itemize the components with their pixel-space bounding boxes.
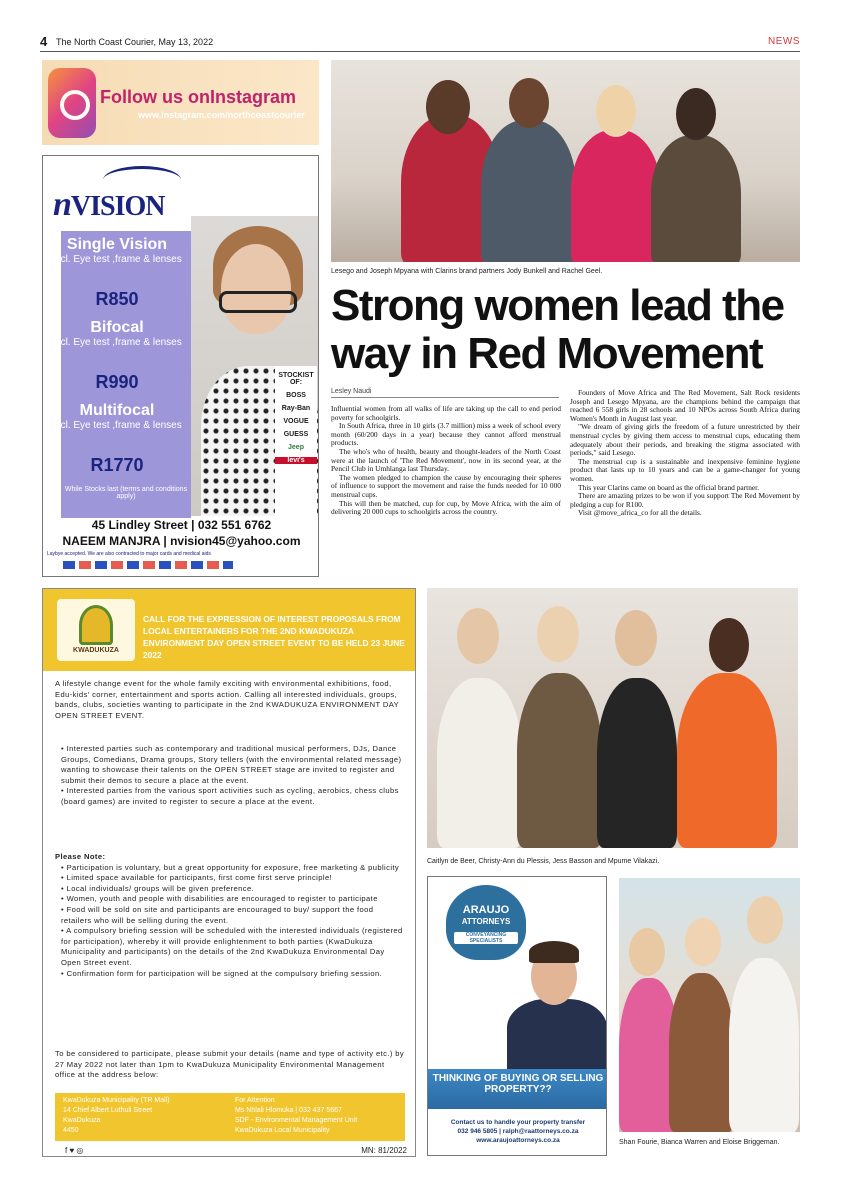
- araujo-contact-details[interactable]: 032 946 5805 | ralph@raattorneys.co.za: [457, 1128, 579, 1135]
- plan-name: Single Vision: [66, 236, 168, 253]
- plan-includes: Incl. Eye test ,frame & lenses: [52, 420, 182, 431]
- notes-heading: Please Note:: [55, 852, 106, 861]
- person-figure: [437, 678, 522, 848]
- kwadukuza-ad[interactable]: [42, 588, 416, 1157]
- nvision-address: 45 Lindley Street | 032 551 6762: [91, 518, 272, 532]
- plan-price: R850: [95, 289, 139, 309]
- instagram-ad-title: Follow us onInstagram: [100, 87, 297, 107]
- plan-multifocal: [43, 402, 191, 432]
- paragraph: Founders of Move Africa and The Red Movement, Salt Rock residents Joseph and Lesego Mpyana, are the champions behind the campaign that reached 6 558 girls in 28 schools and 10 NPOs across South Africa during Women's Month in August last year.: [570, 388, 800, 423]
- instagram-ad[interactable]: [42, 60, 319, 145]
- plan-bifocal: [43, 319, 191, 349]
- masthead: The North Coast Courier, May 13, 2022: [56, 37, 214, 47]
- paragraph: The who's who of health, beauty and thought-leaders of the North Coast were at the launch of 'The Red Movement', now in its second year, at the Pencil Club in Umhlanga last Thursday.: [331, 446, 561, 474]
- photo-four-women: [427, 588, 798, 848]
- paragraph: The women pledged to champion the cause by encouraging their spheres of influence to support the movement and raise the funds needed for 10 000 menstrual cups.: [331, 472, 561, 499]
- model-face: [221, 244, 291, 334]
- araujo-portrait: [503, 937, 607, 1069]
- brand-rayban: Ray-Ban: [281, 405, 311, 412]
- araujo-specialists: CONVEYANCING SPECIALISTS: [454, 932, 518, 944]
- brand-jeep: Jeep: [288, 444, 304, 451]
- araujo-attorneys-ad[interactable]: [427, 876, 607, 1156]
- article-headline: Strong women lead the way in Red Movement: [331, 281, 784, 378]
- list-item: • Interested parties from the various sport activities such as cycling, aerobics, chess clubs (board games) are invited to register to secure a place at the event.: [61, 786, 405, 807]
- social-icons[interactable]: f ♥ ◎: [65, 1146, 84, 1155]
- photo-three-women: [619, 878, 800, 1132]
- araujo-name-line2: ATTORNEYS: [461, 917, 511, 926]
- plan-includes: Incl. Eye test ,frame & lenses: [52, 254, 182, 265]
- kwadukuza-logo-name: KWADUKUZA: [73, 647, 119, 654]
- glasses-icon: [219, 291, 297, 313]
- kwadukuza-address: [63, 1096, 170, 1136]
- list-item: • Limited space available for participants, first come first serve principle!: [61, 873, 405, 884]
- plan-includes: Incl. Eye test ,frame & lenses: [52, 337, 182, 348]
- kwadukuza-intro: A lifestyle change event for the whole family exciting with environmental exhibitions, food, Edu-kids' corner, entertainment and sports action. Calling all interested individuals, groups, bands, clubs, societies wanting to participate in the 2nd KWADUKUZA ENVIRONMENT DAY OPEN STREET EVENT.: [55, 679, 399, 720]
- list-item: • Local individuals/ groups will be given preference.: [61, 884, 405, 895]
- brand-vogue: VOGUE: [283, 418, 309, 425]
- nvision-logo: [53, 186, 165, 224]
- municipal-emblem-icon: [79, 605, 113, 645]
- paragraph: This will then be matched, cup for cup, by Move Africa, with the aim of delivering 20 000 cups to schoolgirls across the country.: [331, 498, 561, 517]
- stock-note: While Stocks last (terms and conditions apply): [64, 486, 188, 500]
- kwadukuza-notes: [55, 852, 405, 979]
- contact-line: KwaDukuza Local Municipality: [235, 1127, 330, 1134]
- paragraph: "We dream of giving girls the freedom of a future unrestricted by their menstrual cycles by giving them access to menstrual cups, educating them adequately about their periods, and breaking the stigma associated with periods," said Lesego.: [570, 422, 800, 458]
- person-figure: [651, 135, 741, 262]
- list-item: • Food will be sold on site and participants are encouraged to buy/ support the food retailers who will be selling during the event.: [61, 905, 405, 926]
- person-head: [709, 618, 749, 672]
- contact-line: Ms Nhlali Hlomuka | 032 437 5667: [235, 1107, 342, 1114]
- person-figure: [481, 120, 576, 262]
- plan-name: Multifocal: [79, 402, 155, 419]
- araujo-question-band: [428, 1069, 607, 1109]
- contact-line: For Attention: [235, 1097, 275, 1104]
- person-head: [676, 88, 716, 140]
- instagram-icon: [48, 68, 96, 138]
- photo1-caption: Lesego and Joseph Mpyana with Clarins brand partners Jody Bunkell and Rachel Geel.: [331, 268, 603, 275]
- person-head: [629, 928, 665, 976]
- list-item: • Interested parties such as contemporary and traditional musical performers, DJs, Dance Groups, Comedians, Drama groups, Story tellers (with the environmental related message) wanting to showcase their talents on the OPEN STREET stage are invited to register and submit their demos to secure a place at the event.: [61, 744, 405, 786]
- person-figure: [571, 130, 661, 262]
- person-head: [685, 918, 721, 966]
- person-head: [509, 78, 549, 128]
- ad-reference: MN: 81/2022: [361, 1146, 407, 1155]
- article-column-1: [331, 405, 561, 517]
- araujo-website[interactable]: www.araujoattorneys.co.za: [476, 1137, 560, 1144]
- list-item: • A compulsory briefing session will be scheduled with the interested individuals (registered for participation), whereby it will provide enlightenment to both parties (KwaDukuza Municipality and participants) on the details of the 2nd KwaDukuza Environmental Day Open Street event.: [61, 926, 405, 968]
- kwadukuza-submit: To be considered to participate, please submit your details (name and type of activity etc.) by 27 May 2022 not later than 1pm to KwaDukuza Municipality Environmental Management office at the address below:: [55, 1049, 405, 1080]
- paragraph: Visit @move_africa_co for all the details.: [578, 508, 702, 518]
- kwadukuza-bullets: [55, 744, 405, 808]
- person-figure: [677, 673, 777, 848]
- payment-cards-icon: [63, 561, 233, 569]
- article-column-2: [570, 389, 800, 518]
- person-figure: [669, 973, 734, 1132]
- paragraph: There are amazing prizes to be won if you support The Red Movement by pledging a cup for R100.: [570, 491, 800, 509]
- nvision-email[interactable]: NAEEM MANJRA | nvision45@yahoo.com: [62, 534, 301, 548]
- araujo-question: THINKING OF BUYING OR SELLING PROPERTY??: [432, 1073, 604, 1095]
- brand-levis: levi's: [275, 457, 317, 464]
- list-item: • Participation is voluntary, but a great opportunity for exposure, free marketing & publicity: [61, 863, 405, 874]
- photo3-caption: Shan Fourie, Bianca Warren and Eloise Briggeman.: [619, 1139, 780, 1146]
- nvision-brands: [275, 366, 317, 516]
- person-head: [615, 610, 657, 666]
- address-line: 14 Chief Albert Luthuli Street: [63, 1107, 153, 1114]
- paragraph: This year Clarins came on board as the official brand partner.: [578, 482, 760, 492]
- plan-single-vision: [43, 236, 191, 266]
- page-number: 4: [40, 34, 48, 49]
- plan-name: Bifocal: [90, 319, 144, 336]
- nvision-logo-rest: VISION: [70, 191, 165, 222]
- araujo-contact-intro: Contact us to handle your property transfer: [450, 1119, 586, 1126]
- brand-guess: GUESS: [283, 431, 309, 438]
- plan-price: R990: [95, 372, 139, 392]
- instagram-ad-url[interactable]: www.instagram.com/northcoastcourier: [138, 110, 305, 120]
- araujo-name: [446, 905, 526, 927]
- paragraph: The menstrual cup is a sustainable and inexpensive feminine hygiene product that lasts up to 10 years and can be a game-changer for young women.: [570, 456, 800, 483]
- portrait-hair: [529, 941, 579, 963]
- page-header: [40, 34, 800, 52]
- person-head: [457, 608, 499, 664]
- nvision-ad[interactable]: [42, 155, 319, 577]
- photo-launch-group: [331, 60, 800, 262]
- address-line: KwaDukuza Municipality (TR Mall): [63, 1097, 170, 1104]
- person-figure: [729, 958, 799, 1132]
- list-item: • Confirmation form for participation will be signed at the compulsory briefing session.: [61, 969, 405, 980]
- article-byline: Lesley Naudi: [331, 388, 559, 398]
- paragraph: Influential women from all walks of life are taking up the call to end period poverty for schoolgirls.: [331, 404, 561, 422]
- address-line: 4450: [63, 1127, 79, 1134]
- person-head: [537, 606, 579, 662]
- kwadukuza-contact-box: [55, 1093, 405, 1141]
- person-head: [596, 85, 636, 137]
- address-line: KwaDukuza: [63, 1117, 101, 1124]
- person-figure: [517, 673, 602, 848]
- laybye-note: Laybye accepted. We are also contracted to major cards and medical aids: [47, 551, 211, 557]
- kwadukuza-contact: [235, 1096, 357, 1136]
- list-item: • Women, youth and people with disabilities are encouraged to register to participate: [61, 894, 405, 905]
- person-figure: [597, 678, 677, 848]
- nvision-logo-n: n: [53, 186, 71, 223]
- paragraph: In South Africa, three in 10 girls (3.7 million) miss a week of school every month (60/200 days in a year) because they cannot afford menstrual products.: [331, 421, 561, 448]
- photo2-caption: Caitlyn de Beer, Christy-Ann du Plessis, Jess Basson and Mpume Vilakazi.: [427, 858, 660, 865]
- person-head: [426, 80, 470, 134]
- kwadukuza-logo: [57, 599, 135, 661]
- brands-header: STOCKIST OF:: [278, 372, 314, 386]
- kwadukuza-call-heading: CALL FOR THE EXPRESSION OF INTEREST PROPOSALS FROM LOCAL ENTERTAINERS FOR THE 2ND KWADUKUZA ENVIRONMENT DAY OPEN STREET EVENT TO BE HELD 23 JUNE 2022: [143, 614, 405, 660]
- person-head: [747, 896, 783, 944]
- brand-boss: BOSS: [286, 392, 306, 399]
- plan-price: R1770: [90, 455, 144, 475]
- contact-line: SDF - Environmental Management Unit: [235, 1117, 358, 1124]
- portrait-suit: [507, 999, 607, 1071]
- section-label: NEWS: [768, 36, 800, 47]
- araujo-name-line1: ARAUJO: [462, 904, 510, 916]
